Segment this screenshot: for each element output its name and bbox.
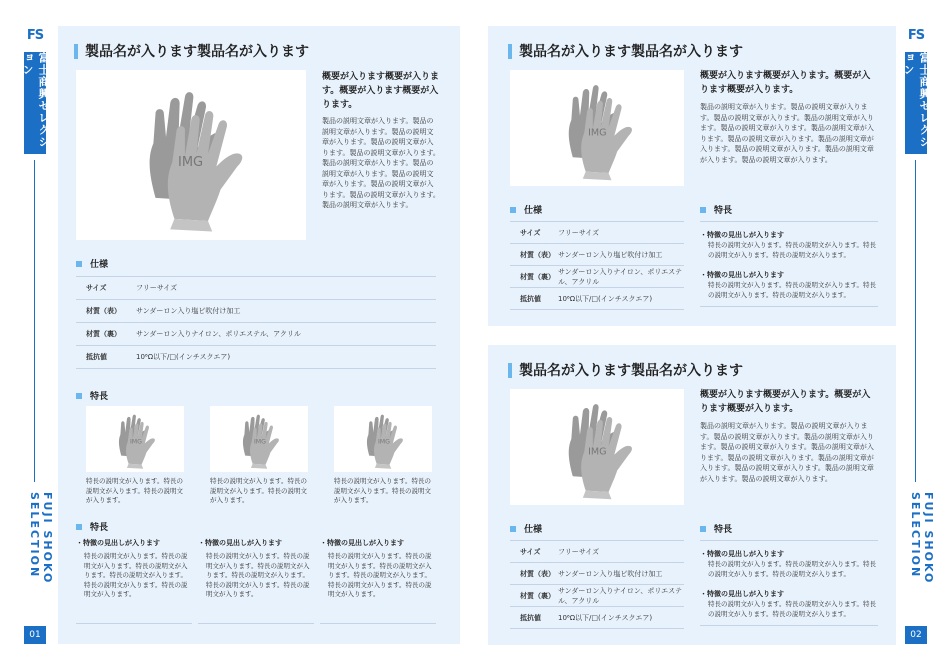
brand-name-jp: 富士商興セレクション [21, 52, 50, 148]
spec-row [510, 607, 684, 629]
product-title [74, 41, 309, 61]
spec-row [76, 323, 436, 346]
spec-value: フリーサイズ [136, 277, 436, 300]
heading-marker [76, 393, 82, 399]
brand-logo: FS [26, 28, 44, 43]
brand-name-box [902, 52, 931, 154]
spec-row [510, 288, 684, 310]
spec-key: 材質（表） [510, 244, 558, 266]
divider [915, 160, 916, 482]
spec-heading-text: 仕様 [524, 206, 543, 216]
features-divider [700, 625, 878, 626]
feature-title: ・特徴の見出しが入ります [700, 550, 784, 558]
features-text-heading [76, 520, 108, 533]
feature-image [210, 406, 308, 472]
spec-key: 材質（表） [76, 300, 136, 323]
product-description: 製品の説明文章が入ります。製品の説明文章が入ります。製品の説明文章が入ります。製品の説明文章が入ります。製品の説明文章が入ります。製品の説明文章が入ります。製品の説明文章が入ります。製品の説明文章が入ります。製品の説明文章が入ります。製品の説明文章が入ります。製品の説明文章が入ります。 [322, 117, 440, 209]
feature-item [700, 229, 878, 260]
features-divider [700, 540, 878, 541]
feature-image [334, 406, 432, 472]
brand-logo: FS [907, 28, 925, 43]
heading-marker [510, 207, 516, 213]
feature-text: 特長の説明文が入ります。特長の説明文が入ります。特長の説明文が入ります。特長の説明文が入ります。特長の説明文が入ります。特長の説明文が入ります。 [328, 552, 432, 598]
spec-value: サンダーロン入り塩ビ吹付け加工 [136, 300, 436, 323]
image-placeholder-label: IMG [377, 438, 390, 446]
features-heading [700, 522, 732, 535]
feature-item [700, 588, 878, 619]
brand-name-en: FUJI SHOKO SELECTION [909, 492, 935, 585]
spec-key: 抵抗値 [510, 607, 558, 629]
feature-text: 特長の説明文が入ります。特長の説明文が入ります。特長の説明文が入ります。特長の説明文が入ります。 [708, 600, 876, 618]
spec-row [510, 585, 684, 607]
heading-marker [700, 207, 706, 213]
spec-value: 10⁶Ω以下/□(インチスクエア) [558, 288, 684, 310]
brand-strip-left [21, 26, 50, 154]
product-title-text: 製品名が入ります製品名が入ります [519, 44, 743, 60]
spec-key: サイズ [76, 277, 136, 300]
spec-row [510, 266, 684, 288]
product-summary: 概要が入ります概要が入ります。概要が入ります概要が入ります。 [700, 390, 871, 414]
spec-value: サンダーロン入りナイロン、ポリエステル、アクリル [558, 267, 683, 286]
image-placeholder-label: IMG [588, 127, 607, 139]
spec-heading [76, 257, 108, 270]
feature-text: 特長の説明文が入ります。特長の説明文が入ります。特長の説明文が入ります。特長の説明文が入ります。 [708, 281, 876, 299]
features-heading-text: 特長 [714, 525, 733, 535]
product-image [510, 70, 684, 186]
feature-title: ・特徴の見出しが入ります [76, 539, 160, 547]
feature-title: ・特徴の見出しが入ります [198, 539, 282, 547]
spec-value: サンダーロン入り塩ビ吹付け加工 [558, 244, 684, 266]
spec-heading-text: 仕様 [524, 525, 543, 535]
heading-marker [76, 524, 82, 530]
spec-value: サンダーロン入りナイロン、ポリエステル、アクリル [136, 323, 436, 346]
image-placeholder-label: IMG [129, 438, 142, 446]
spec-heading [510, 522, 542, 535]
spec-key: 材質（裏） [510, 266, 558, 288]
feature-title: ・特徴の見出しが入ります [700, 231, 784, 239]
spec-value: フリーサイズ [558, 222, 684, 244]
spec-row [510, 244, 684, 266]
title-accent-bar [508, 44, 512, 59]
features-heading [700, 203, 732, 216]
feature-image [86, 406, 184, 472]
divider [34, 160, 35, 482]
feature-item [700, 269, 878, 300]
features-heading-text: 特長 [90, 523, 109, 533]
feature-item [76, 537, 192, 600]
spec-table [510, 221, 684, 310]
brand-strip-right [902, 26, 931, 154]
spec-table [510, 540, 684, 629]
product-description: 製品の説明文章が入ります。製品の説明文章が入ります。製品の説明文章が入ります。製品の説明文章が入ります。製品の説明文章が入ります。製品の説明文章が入ります。製品の説明文章が入ります。製品の説明文章が入ります。製品の説明文章が入ります。製品の説明文章が入ります。製品の説明文章が入ります。 [700, 103, 874, 164]
feature-title: ・特徴の見出しが入ります [700, 590, 784, 598]
title-accent-bar [508, 363, 512, 378]
features-image-heading [76, 389, 108, 402]
spec-key: サイズ [510, 541, 558, 563]
product-image [510, 389, 684, 505]
spec-key: 抵抗値 [76, 346, 136, 369]
spec-row [510, 563, 684, 585]
product-title [508, 41, 743, 61]
feature-text: 特長の説明文が入ります。特長の説明文が入ります。特長の説明文が入ります。特長の説明文が入ります。 [708, 560, 876, 578]
spec-value: フリーサイズ [558, 541, 684, 563]
spec-row [76, 277, 436, 300]
product-panel [58, 26, 460, 644]
spec-key: サイズ [510, 222, 558, 244]
product-image [76, 70, 306, 240]
spec-heading [510, 203, 542, 216]
feature-image-text: 特長の説明文が入ります。特長の説明文が入ります。特長の説明文が入ります。 [86, 477, 183, 504]
product-panel [488, 345, 896, 645]
feature-text: 特長の説明文が入ります。特長の説明文が入ります。特長の説明文が入ります。特長の説明文が入ります。 [708, 241, 876, 259]
product-summary: 概要が入ります概要が入ります。概要が入ります概要が入ります。 [700, 71, 871, 95]
spec-row [76, 346, 436, 369]
feature-image-text: 特長の説明文が入ります。特長の説明文が入ります。特長の説明文が入ります。 [210, 477, 307, 504]
spec-key: 材質（裏） [76, 323, 136, 346]
feature-text: 特長の説明文が入ります。特長の説明文が入ります。特長の説明文が入ります。特長の説明文が入ります。特長の説明文が入ります。特長の説明文が入ります。 [206, 552, 310, 598]
feature-title: ・特徴の見出しが入ります [320, 539, 404, 547]
image-placeholder-label: IMG [588, 446, 607, 458]
right-page [474, 0, 948, 670]
feature-image-text: 特長の説明文が入ります。特長の説明文が入ります。特長の説明文が入ります。 [334, 477, 431, 504]
features-divider [700, 306, 878, 307]
feature-item [320, 537, 436, 600]
spec-value: 10⁶Ω以下/□(インチスクエア) [136, 346, 436, 369]
feature-text: 特長の説明文が入ります。特長の説明文が入ります。特長の説明文が入ります。特長の説明文が入ります。特長の説明文が入ります。特長の説明文が入ります。 [84, 552, 188, 598]
feature-divider [320, 623, 436, 624]
image-placeholder-label: IMG [253, 438, 266, 446]
features-heading-text: 特長 [90, 392, 109, 402]
brand-name-jp: 富士商興セレクション [902, 52, 931, 148]
brand-name-box [21, 52, 50, 154]
feature-divider [76, 623, 192, 624]
product-description: 製品の説明文章が入ります。製品の説明文章が入ります。製品の説明文章が入ります。製品の説明文章が入ります。製品の説明文章が入ります。製品の説明文章が入ります。製品の説明文章が入ります。製品の説明文章が入ります。製品の説明文章が入ります。製品の説明文章が入ります。製品の説明文章が入ります。 [700, 422, 874, 483]
spec-value: 10⁶Ω以下/□(インチスクエア) [558, 607, 684, 629]
spec-value: サンダーロン入りナイロン、ポリエステル、アクリル [558, 586, 683, 605]
brand-name-en: FUJI SHOKO SELECTION [28, 492, 54, 585]
heading-marker [510, 526, 516, 532]
spec-key: 材質（表） [510, 563, 558, 585]
product-panel [488, 26, 896, 326]
spec-row [76, 300, 436, 323]
heading-marker [700, 526, 706, 532]
spec-row [510, 222, 684, 244]
image-placeholder-label: IMG [178, 155, 204, 170]
spec-table [76, 276, 436, 369]
feature-title: ・特徴の見出しが入ります [700, 271, 784, 279]
features-heading-text: 特長 [714, 206, 733, 216]
spec-row [510, 541, 684, 563]
spec-heading-text: 仕様 [90, 260, 109, 270]
product-title-text: 製品名が入ります製品名が入ります [85, 44, 309, 60]
feature-item [198, 537, 314, 600]
title-accent-bar [74, 44, 78, 59]
heading-marker [76, 261, 82, 267]
features-divider [700, 221, 878, 222]
product-summary: 概要が入ります概要が入ります。概要が入ります概要が入ります。 [322, 72, 440, 110]
spec-key: 抵抗値 [510, 288, 558, 310]
spec-key: 材質（裏） [510, 585, 558, 607]
product-title [508, 360, 743, 380]
page-number: 02 [905, 626, 927, 644]
feature-item [700, 548, 878, 579]
feature-divider [198, 623, 314, 624]
page-number: 01 [24, 626, 46, 644]
product-title-text: 製品名が入ります製品名が入ります [519, 363, 743, 379]
spec-value: サンダーロン入り塩ビ吹付け加工 [558, 563, 684, 585]
